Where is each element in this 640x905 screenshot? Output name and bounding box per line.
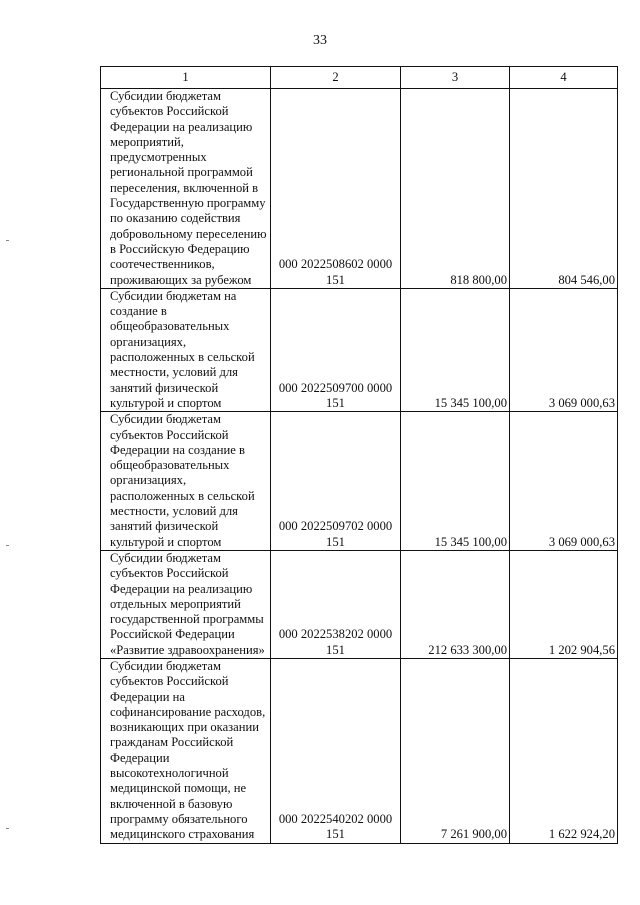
amount-actual: 804 546,00 bbox=[510, 89, 618, 289]
margin-mark bbox=[6, 828, 9, 829]
amount-plan: 15 345 100,00 bbox=[401, 412, 510, 551]
amount-plan: 7 261 900,00 bbox=[401, 658, 510, 843]
subsidy-name: Субсидии бюджетам на создание в общеобразовательных организациях, расположенных в сельской местности, условий для занятий физической культурой и спортом bbox=[101, 288, 271, 411]
amount-plan: 15 345 100,00 bbox=[401, 288, 510, 411]
amount-actual: 1 202 904,56 bbox=[510, 550, 618, 658]
budget-code: 000 2022508602 0000 151 bbox=[271, 89, 401, 289]
table-row bbox=[101, 550, 618, 658]
subsidy-name: Субсидии бюджетам субъектов Российской Федерации на реализацию отдельных мероприятий государственной программы Российской Федерации «Развитие здравоохранения» bbox=[101, 550, 271, 658]
column-header-4: 4 bbox=[510, 67, 618, 89]
column-header-3: 3 bbox=[401, 67, 510, 89]
subsidies-table bbox=[100, 66, 618, 844]
table-row bbox=[101, 89, 618, 289]
margin-mark bbox=[6, 545, 9, 546]
table-row bbox=[101, 412, 618, 551]
column-header-2: 2 bbox=[271, 67, 401, 89]
table-row bbox=[101, 658, 618, 843]
page-number: 33 bbox=[313, 33, 327, 48]
amount-actual: 1 622 924,20 bbox=[510, 658, 618, 843]
margin-mark bbox=[6, 240, 9, 241]
amount-plan: 212 633 300,00 bbox=[401, 550, 510, 658]
column-header-1: 1 bbox=[101, 67, 271, 89]
budget-code: 000 2022509700 0000 151 bbox=[271, 288, 401, 411]
subsidy-name: Субсидии бюджетам субъектов Российской Федерации на создание в общеобразовательных организациях, расположенных в сельской местности, условий для занятий физической культурой и спортом bbox=[101, 412, 271, 551]
table-row bbox=[101, 288, 618, 411]
amount-actual: 3 069 000,63 bbox=[510, 412, 618, 551]
budget-code: 000 2022538202 0000 151 bbox=[271, 550, 401, 658]
subsidy-name: Субсидии бюджетам субъектов Российской Федерации на реализацию мероприятий, предусмотренных региональной программой переселения, включенной в Государственную программу по оказанию содействия добровольному переселению в Российскую Федерацию соотечественников, проживающих за рубежом bbox=[101, 89, 271, 289]
header-row bbox=[101, 67, 618, 89]
amount-actual: 3 069 000,63 bbox=[510, 288, 618, 411]
subsidy-name: Субсидии бюджетам субъектов Российской Федерации на софинансирование расходов, возникающих при оказании гражданам Российской Федерации высокотехнологичной медицинской помощи, не включенной в базовую программу обязательного медицинского страхования bbox=[101, 658, 271, 843]
budget-code: 000 2022540202 0000 151 bbox=[271, 658, 401, 843]
budget-code: 000 2022509702 0000 151 bbox=[271, 412, 401, 551]
amount-plan: 818 800,00 bbox=[401, 89, 510, 289]
